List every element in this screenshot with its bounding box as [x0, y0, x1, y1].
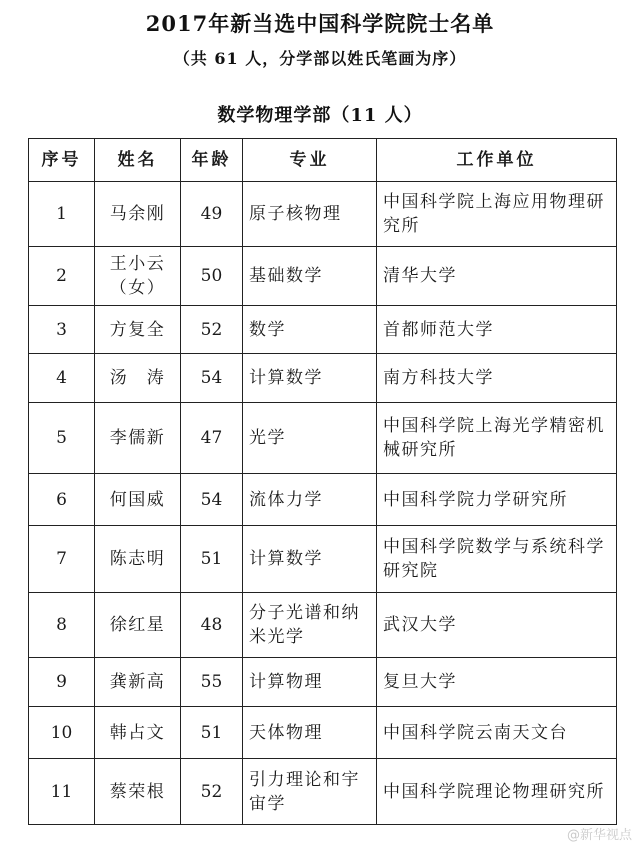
document-title: 2017年新当选中国科学院院士名单 — [145, 11, 495, 36]
cell-name: 马余刚 — [95, 182, 181, 247]
cell-name: 李儒新 — [95, 403, 181, 474]
cell-major: 天体物理 — [243, 707, 377, 759]
cell-index: 3 — [29, 306, 95, 354]
cell-unit: 中国科学院上海光学精密机械研究所 — [377, 403, 617, 474]
cell-age: 54 — [181, 474, 243, 526]
cell-unit: 武汉大学 — [377, 593, 617, 658]
table-row — [29, 182, 617, 247]
cell-unit: 中国科学院数学与系统科学研究院 — [377, 526, 617, 593]
cell-age: 47 — [181, 403, 243, 474]
cell-age: 55 — [181, 658, 243, 707]
academician-table — [28, 138, 617, 825]
cell-unit: 南方科技大学 — [377, 354, 617, 403]
cell-name: 徐红星 — [95, 593, 181, 658]
table-row — [29, 247, 617, 306]
cell-unit: 中国科学院云南天文台 — [377, 707, 617, 759]
header-major: 专业 — [243, 139, 377, 182]
table-row — [29, 658, 617, 707]
cell-index: 2 — [29, 247, 95, 306]
header-unit: 工作单位 — [377, 139, 617, 182]
table-row — [29, 474, 617, 526]
cell-unit: 复旦大学 — [377, 658, 617, 707]
cell-age: 52 — [181, 306, 243, 354]
cell-age: 48 — [181, 593, 243, 658]
cell-name: 蔡荣根 — [95, 759, 181, 825]
cell-index: 1 — [29, 182, 95, 247]
table-row — [29, 759, 617, 825]
cell-major: 计算数学 — [243, 526, 377, 593]
cell-major: 基础数学 — [243, 247, 377, 306]
table-row — [29, 707, 617, 759]
cell-index: 6 — [29, 474, 95, 526]
cell-unit: 中国科学院理论物理研究所 — [377, 759, 617, 825]
cell-unit: 中国科学院力学研究所 — [377, 474, 617, 526]
cell-index: 7 — [29, 526, 95, 593]
cell-name: 陈志明 — [95, 526, 181, 593]
cell-age: 52 — [181, 759, 243, 825]
cell-major: 引力理论和宇宙学 — [243, 759, 377, 825]
cell-name: 汤 涛 — [95, 354, 181, 403]
cell-major: 光学 — [243, 403, 377, 474]
header-age: 年龄 — [181, 139, 243, 182]
cell-index: 11 — [29, 759, 95, 825]
cell-major: 计算数学 — [243, 354, 377, 403]
table-header-row — [29, 139, 617, 182]
cell-index: 8 — [29, 593, 95, 658]
cell-unit: 首都师范大学 — [377, 306, 617, 354]
cell-age: 51 — [181, 526, 243, 593]
cell-age: 51 — [181, 707, 243, 759]
cell-major: 分子光谱和纳米光学 — [243, 593, 377, 658]
cell-unit: 清华大学 — [377, 247, 617, 306]
watermark: @新华视点 — [566, 828, 632, 843]
cell-unit: 中国科学院上海应用物理研究所 — [377, 182, 617, 247]
cell-name: 龚新高 — [95, 658, 181, 707]
cell-age: 54 — [181, 354, 243, 403]
section-heading: 数学物理学部（11 人） — [217, 105, 423, 126]
cell-major: 数学 — [243, 306, 377, 354]
cell-index: 10 — [29, 707, 95, 759]
table-row — [29, 593, 617, 658]
document-subtitle: （共 61 人，分学部以姓氏笔画为序） — [173, 49, 467, 68]
cell-major: 原子核物理 — [243, 182, 377, 247]
cell-name: 何国威 — [95, 474, 181, 526]
cell-age: 49 — [181, 182, 243, 247]
header-index: 序号 — [29, 139, 95, 182]
cell-age: 50 — [181, 247, 243, 306]
cell-major: 流体力学 — [243, 474, 377, 526]
cell-index: 4 — [29, 354, 95, 403]
cell-name: 方复全 — [95, 306, 181, 354]
cell-index: 9 — [29, 658, 95, 707]
table-row — [29, 403, 617, 474]
cell-index: 5 — [29, 403, 95, 474]
cell-major: 计算物理 — [243, 658, 377, 707]
table-row — [29, 354, 617, 403]
cell-name: 王小云（女） — [95, 247, 181, 306]
cell-name: 韩占文 — [95, 707, 181, 759]
table-row — [29, 526, 617, 593]
table-row — [29, 306, 617, 354]
header-name: 姓名 — [95, 139, 181, 182]
